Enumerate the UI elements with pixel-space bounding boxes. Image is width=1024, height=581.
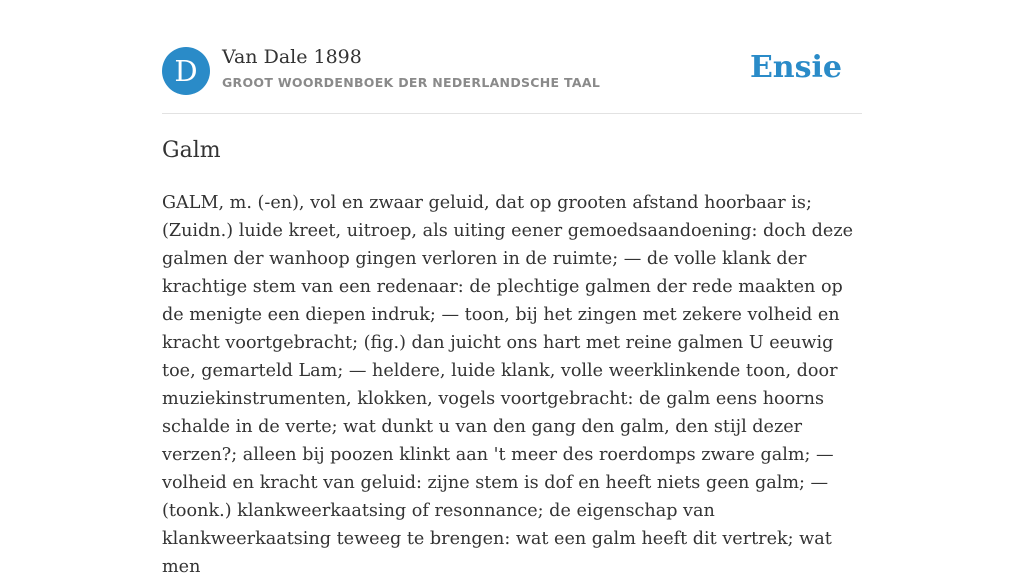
entry-headword: Galm — [162, 138, 221, 163]
dictionary-subtitle: GROOT WOORDENBOEK DER NEDERLANDSCHE TAAL — [222, 75, 601, 90]
ensie-brand-logo[interactable]: Ensie — [749, 50, 842, 85]
dictionary-logo-icon[interactable]: D — [162, 47, 210, 95]
site-header — [162, 44, 862, 98]
entry-definition: GALM, m. (-en), vol en zwaar geluid, dat op grooten afstand hoorbaar is; (Zuidn.) luide kreet, uitroep, als uiting eener gemoedsaandoening: doch deze galmen der wanhoop gingen verloren in de ruimte; — de volle klank der krachtige stem van een redenaar: de plechtige galmen der rede maakten op de menigte een diepen indruk; — toon, bij het zingen met zekere volheid en kracht voortgebracht; (fig.) dan juicht ons hart met reine galmen U eeuwig toe, gemarteld Lam; — heldere, luide klank, volle weerklinkende toon, door muziekinstrumenten, klokken, vogels voortgebracht: de galm eens hoorns schalde in de verte; wat dunkt u van den gang den galm, den stijl dezer verzen?; alleen bij poozen klinkt aan 't meer des roerdomps zware galm; — volheid en kracht van geluid: zijne stem is dof en heeft niets geen galm; — (toonk.) klankweerkaatsing of resonnance; de eigenschap van klankweerkaatsing teweeg te brengen: wat een galm heeft dit vertrek; wat men — [162, 193, 854, 577]
dictionary-title[interactable]: Van Dale 1898 — [222, 46, 362, 68]
header-divider — [162, 113, 862, 114]
